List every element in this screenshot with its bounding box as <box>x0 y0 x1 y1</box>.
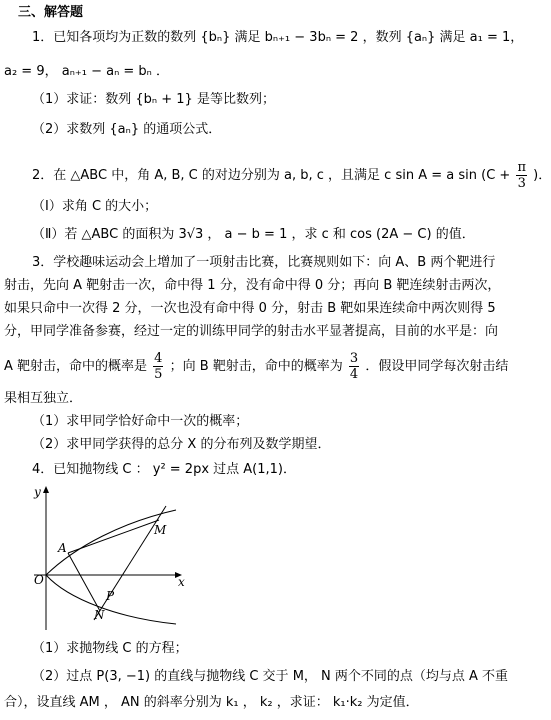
problem-1-line-1: 1．已知各项均为正数的数列 {bₙ} 满足 bₙ₊₁ − 3bₙ = 2 ，数列 {aₙ} 满足 a₁ = 1， <box>32 30 524 45</box>
segment-an <box>68 553 100 611</box>
problem-3-line-5-part-b: ；向 B 靶射击，命中的概率为 <box>169 359 343 374</box>
y-axis-arrow <box>43 486 49 493</box>
x-axis-label: x <box>178 575 185 589</box>
problem-1-question-2: （2）求数列 {aₙ} 的通项公式． <box>32 122 222 137</box>
problem-2-paren-close: )． <box>533 168 551 183</box>
problem-3-question-1: （1）求甲同学恰好命中一次的概率； <box>32 414 249 429</box>
problem-3-line-3: 如果只命中一次得 2 分，一次也没有命中得 0 分，射击 B 靶如果连续命中两次则得 5 <box>4 301 496 316</box>
parabola-diagram <box>28 484 198 632</box>
problem-3-line-1: 3．学校趣味运动会上增加了一项射击比赛，比赛规则如下：向 A、B 两个靶进行 <box>32 255 496 270</box>
problem-2-fraction <box>516 160 527 191</box>
fraction-numerator: 4 <box>154 351 163 366</box>
problem-3-line-5 <box>4 348 533 386</box>
fraction-denominator: 3 <box>517 176 526 191</box>
fraction-numerator: 3 <box>349 351 359 366</box>
fraction-numerator: π <box>517 160 526 175</box>
y-axis-label: y <box>34 485 41 499</box>
problem-2-statement: 2．在 △ABC 中，角 A, B, C 的对边分别为 a, b, c ，且满足 c sin A = a sin <box>32 168 477 183</box>
parabola-figure <box>28 484 198 632</box>
problem-2-question-2: （Ⅱ）若 △ABC 的面积为 3√3 ， a − b = 1 ，求 c 和 cos (2A − C) 的值． <box>32 227 475 242</box>
problem-4-question-1: （1）求抛物线 C 的方程； <box>32 641 188 656</box>
point-p-label: P <box>106 589 115 603</box>
problem-2-paren-open: (C + <box>481 168 511 183</box>
probability-fraction-b <box>349 351 359 382</box>
problem-1-question-1: （1）求证：数列 {bₙ + 1} 是等比数列； <box>32 92 275 107</box>
segment-am <box>68 520 159 553</box>
problem-3-line-4: 分，甲同学准备参赛，经过一定的训练甲同学的射击水平显著提高，目前的水平是：向 <box>4 324 499 339</box>
problem-3-line-5-part-c: ．假设甲同学每次射击结 <box>365 359 509 374</box>
problem-4-line-1: 4．已知抛物线 C ： y² = 2px 过点 A(1,1)． <box>32 462 296 477</box>
fraction-denominator: 4 <box>349 367 359 382</box>
problem-4-question-2: （2）过点 P(3, −1) 的直线与抛物线 C 交于 M， N 两个不同的点（均与点 A 不重 <box>32 669 509 684</box>
problem-3-question-2: （2）求甲同学获得的总分 X 的分布列及数学期望． <box>32 437 331 452</box>
problem-3-line-5-part-a: A 靶射击，命中的概率是 <box>4 359 148 374</box>
point-a-label: A <box>58 541 67 555</box>
problem-2-line-1 <box>32 160 551 191</box>
section-title: 三、解答题 <box>18 5 84 20</box>
fraction-denominator: 5 <box>154 367 163 382</box>
probability-fraction-a <box>153 351 163 382</box>
point-m-label: M <box>154 523 167 537</box>
problem-3-line-6: 果相互独立． <box>4 391 83 406</box>
problem-4-question-2-cont: 合），设直线 AM ， AN 的斜率分别为 k₁ ， k₂ ，求证： k₁·k₂ 为定值． <box>4 695 419 710</box>
point-n-label: N <box>94 608 105 622</box>
origin-label: O <box>34 573 44 587</box>
problem-2-question-1: （Ⅰ）求角 C 的大小； <box>32 199 158 214</box>
problem-3-line-2: 射击，先向 A 靶射击一次，命中得 1 分，没有命中得 0 分；再向 B 靶连续射击两次， <box>4 278 501 293</box>
problem-1-line-2: a₂ = 9， aₙ₊₁ − aₙ = bₙ ． <box>4 64 169 79</box>
